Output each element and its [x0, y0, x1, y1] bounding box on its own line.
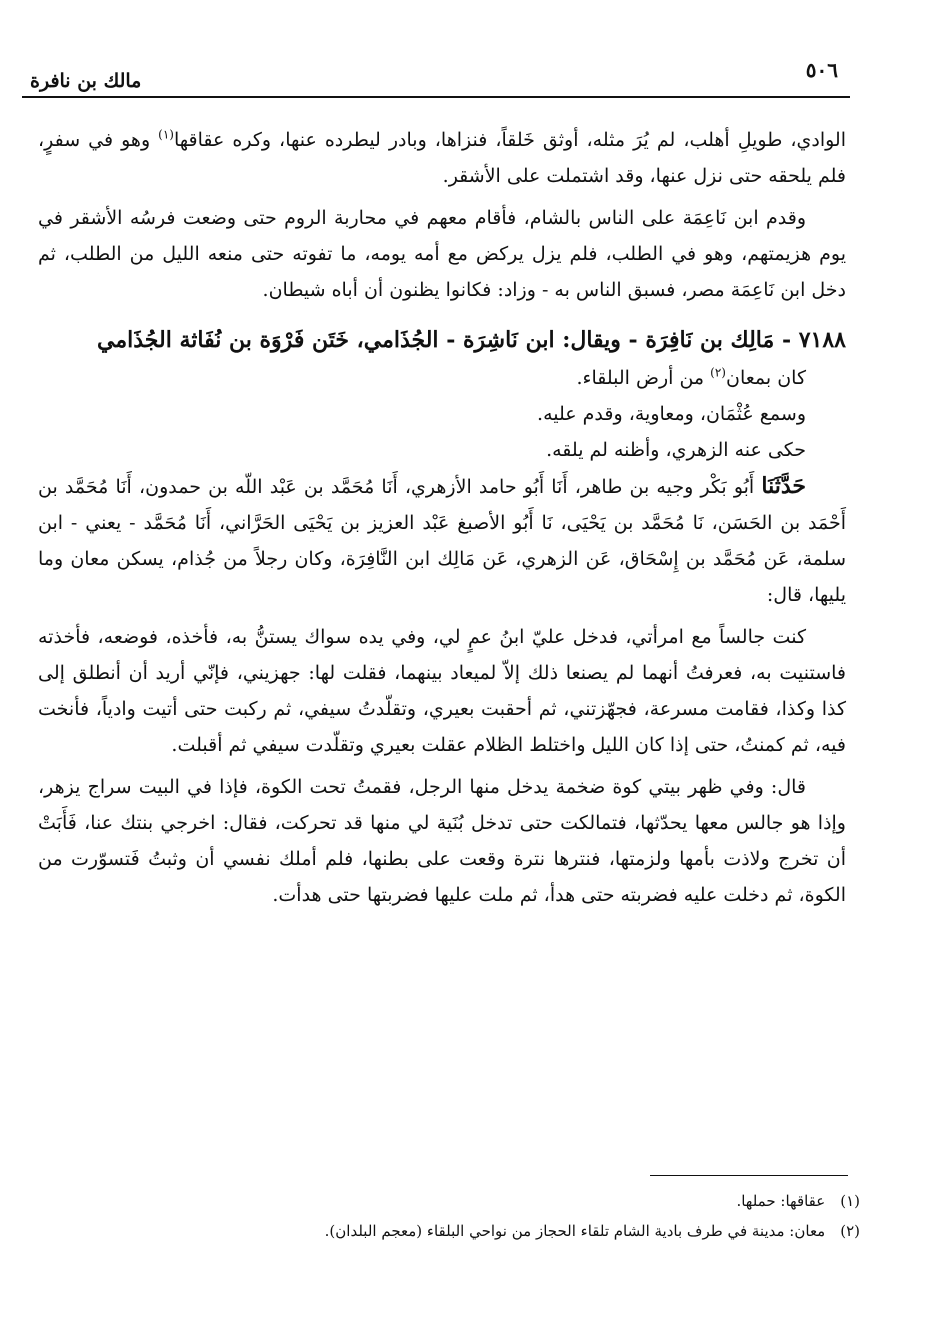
- footnote-ref-1: (١): [158, 127, 174, 142]
- entry-number: ٧١٨٨: [798, 327, 846, 353]
- header-divider: [22, 96, 850, 98]
- isnad-text: أَبُو بَكْر وجيه بن طاهر، أَنَا أَبُو حامد الأزهري، أَنَا مُحَمَّد بن عَبْد اللّه بن حمدون، أَنَا مُحَمَّد بن أَحْمَد بن الحَسَن، نَا مُحَمَّد بن يَحْيَى، نَا أَبُو الأصبغ عَبْد العزيز بن يَحْيَى الحَرَّاني، أَنَا مُحَمَّد - يعني - ابن سلمة، عَن مُحَمَّد بن إِسْحَاق، عَن الزهري، عَن مَالِك ابن النَّافِرَة، وكان رجلاً من جُذام، يسكن معان وما يليها، قال:: [38, 476, 846, 606]
- entry-line-1-text-a: كان بمعان: [725, 367, 806, 389]
- paragraph-2: وقدم ابن نَاعِمَة على الناس بالشام، فأقام معهم في محاربة الروم حتى وضعت فرسُه الأشقر في يوم هزيمتهم، وهو في الطلب، فلم يزل يركض مع أمه يومه، ما تفوته حتى منعه الليل من الطلب، ثم دخل ابن نَاعِمَة مصر، فسبق الناس به - وزاد: فكانوا يظنون أن أباه شيطان.: [38, 207, 846, 301]
- entry-line-3: حكى عنه الزهري، وأظنه لم يلقه.: [546, 439, 806, 461]
- footnote-1-mark: (١): [840, 1192, 860, 1210]
- entry-line-1-text-b: من أرض البلقاء.: [576, 367, 711, 389]
- footnote-1: [120, 1186, 860, 1216]
- page-header: [22, 52, 850, 96]
- footnote-ref-2: (٢): [710, 365, 726, 380]
- footnote-divider: [650, 1175, 848, 1176]
- isnad-paragraph: [38, 468, 846, 613]
- paragraph-1-text-a: الوادي، طويلِ أهلب، لم يُرَ مثله، أوثق خَلقاً، فنزاها، وبادر ليطرده عنها، وكره عقاقها: [173, 129, 846, 151]
- entry-title: - مَالِك بن نَافِرَة - ويقال: ابن نَاشِرَة - الجُذَامي، خَتَن فَرْوَة بن نُفَاثة الجُذَامي: [97, 327, 799, 353]
- entry-line-2: وسمع عُثْمَان، ومعاوية، وقدم عليه.: [537, 403, 806, 425]
- footnote-2-mark: (٢): [840, 1222, 860, 1240]
- footnote-2-text: معان: مدينة في طرف بادية الشام تلقاء الحجاز من نواحي البلقاء (معجم البلدان).: [324, 1222, 826, 1240]
- running-title: مالك بن نافرة: [30, 70, 142, 92]
- paragraph-1-text-b: وهو في سفرٍ، فلم يلحقه حتى نزل عنها، وقد اشتملت على الأشقر.: [38, 129, 846, 187]
- entry-heading: [38, 320, 846, 360]
- paragraph-4: قال: وفي ظهر بيتي كوة ضخمة يدخل منها الرجل، فقمتُ تحت الكوة، فإذا في البيت سراج يزهر، وإذا هو جالس معها يحدّثها، فتمالكت حتى تدخل بُنَية لي منها قد تحركت، فقال: اخرجي بنتك عنا، فَأَبَتْ أن تخرج ولاذت بأمها ولزمتها، فنترها نترة وقعت على بطنها، فلم أملك نفسي أن وثبتُ فَتسوّرت من الكوة، ثم دخلت عليه فضربته حتى هدأ، ثم ملت عليها فضربتها حتى هدأت.: [38, 776, 846, 906]
- page-number: ٥٠٦: [805, 58, 838, 82]
- paragraph-3: كنت جالساً مع امرأتي، فدخل عليّ ابنُ عمٍ لي، وفي يده سواك يستنُّ به، فأخذه، فوضعه، فأخذته فاستنيت به، فعرفتُ أنهما لم يصنعا ذلك إلاّ لميعاد بينهما، فقلت لها: جهزيني، فإنّي أريد أن أنطلق إلى كذا وكذا، فقامت مسرعة، فجهّزتني، ثم أحقبت بعيري، وتقلّدتُ سيفي، ثم ركبت حتى أتيت وادياً، فأنخت فيه، ثم كمنتُ، حتى إذا كان الليل واختلط الظلام عقلت بعيري وتقلّدت سيفي ثم أقبلت.: [38, 626, 847, 756]
- spacer: [38, 308, 846, 314]
- footnotes: [120, 1186, 860, 1246]
- isnad-label: حَدَّثَنَا: [761, 473, 806, 499]
- main-text: [38, 122, 846, 913]
- paragraph-1: [38, 122, 846, 194]
- footnote-2: [120, 1216, 860, 1246]
- entry-line-1: [38, 360, 846, 396]
- footnote-1-text: عقاقها: حملها.: [736, 1192, 826, 1210]
